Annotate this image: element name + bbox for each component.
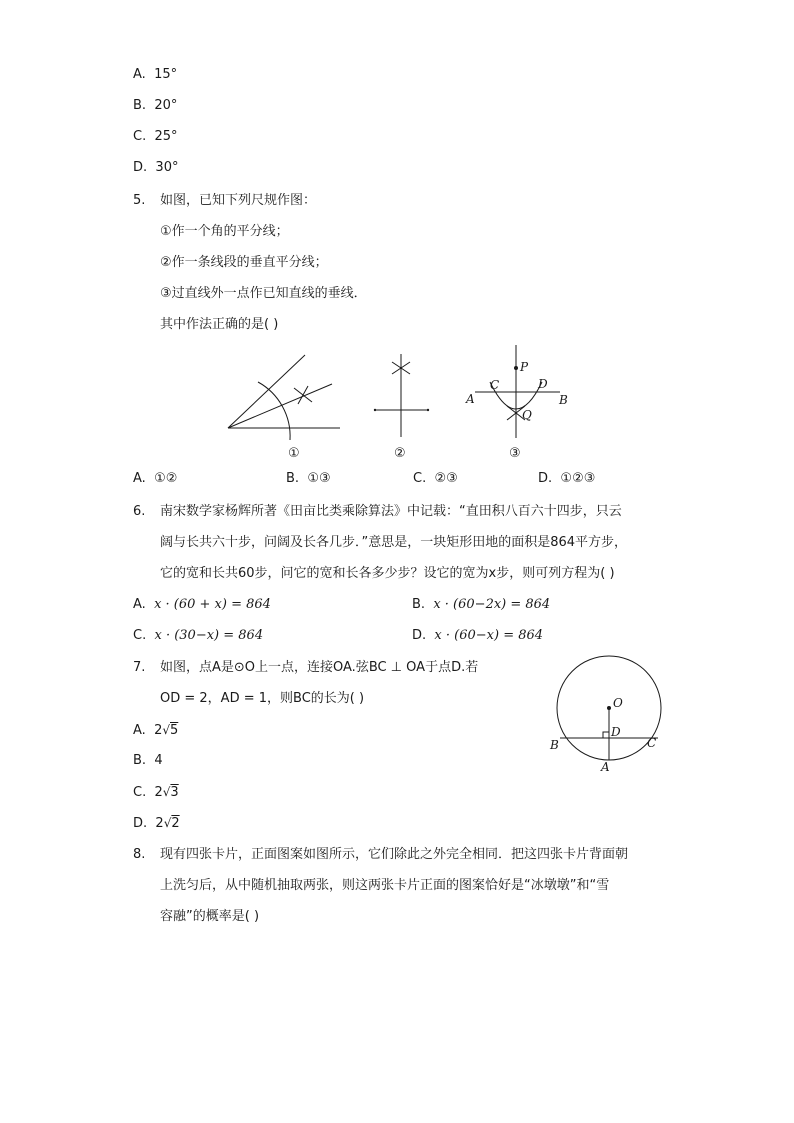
q6-line-2: 阔与长共六十步，问阔及长各几步．”意思是，一块矩形田地的面积是864平方步， — [160, 535, 628, 550]
q7-option-c: C. 2√3 — [133, 785, 179, 800]
q4-option-a: A. 15° — [133, 67, 178, 82]
q5-item-2: ②作一条线段的垂直平分线； — [160, 255, 328, 270]
q6-option-d: D. x · (60−x) = 864 — [412, 628, 544, 643]
fig3-label: ③ — [509, 446, 521, 461]
label-a: A — [466, 392, 475, 406]
q6-line-1: 南宋数学家杨辉所著《田亩比类乘除算法》中记载：“直田积八百六十四步，只云 — [160, 504, 622, 519]
label-a: A — [601, 760, 610, 774]
q5-item-3: ③过直线外一点作已知直线的垂线． — [160, 286, 367, 301]
label-c: C — [647, 736, 657, 750]
q8-line-2: 上洗匀后，从中随机抽取两张，则这两张卡片正面的图案恰好是“冰墩墩”和“雪 — [160, 878, 610, 893]
q5-option-c: C. ②③ — [413, 471, 458, 486]
label-d: D — [611, 725, 621, 739]
q6-number: 6. — [133, 504, 146, 519]
q6-option-a: A. x · (60 + x) = 864 — [133, 597, 271, 612]
q5-question: 其中作法正确的是( ) — [160, 317, 279, 332]
q5-option-a: A. ①② — [133, 471, 178, 486]
q7-option-a: A. 2√5 — [133, 723, 179, 738]
q7-number: 7. — [133, 660, 146, 675]
q5-item-1: ①作一个角的平分线； — [160, 224, 289, 239]
q5-number: 5. — [133, 193, 146, 208]
label-o: O — [613, 696, 623, 710]
perpendicular-bisector-figure — [375, 354, 428, 437]
q4-option-b: B. 20° — [133, 98, 178, 113]
label-c: C — [490, 378, 500, 392]
q5-option-b: B. ①③ — [286, 471, 331, 486]
q8-line-1: 现有四张卡片，正面图案如图所示，它们除此之外完全相同．把这四张卡片背面朝 — [160, 847, 629, 862]
q7-line-2: OD = 2，AD = 1，则BC的长为( ) — [160, 691, 365, 706]
label-b: B — [550, 738, 559, 752]
q7-option-b: B. 4 — [133, 753, 163, 768]
perpendicular-through-point-figure — [475, 345, 560, 438]
label-p: P — [520, 360, 529, 374]
label-d: D — [538, 377, 548, 391]
q6-option-b: B. x · (60−2x) = 864 — [412, 597, 551, 612]
label-q: Q — [522, 408, 532, 422]
q4-option-d: D. 30° — [133, 160, 179, 175]
q5-option-d: D. ①②③ — [538, 471, 596, 486]
fig1-label: ① — [288, 446, 300, 461]
q7-option-d: D. 2√2 — [133, 816, 180, 831]
q5-figures — [220, 340, 580, 465]
angle-bisector-figure — [228, 355, 340, 440]
fig2-label: ② — [394, 446, 406, 461]
q6-option-c: C. x · (30−x) = 864 — [133, 628, 264, 643]
q5-stem: 如图，已知下列尺规作图： — [160, 193, 317, 208]
label-b: B — [559, 393, 568, 407]
q7-circle-figure — [548, 650, 673, 778]
q6-line-3: 它的宽和长共60步，问它的宽和长各多少步？设它的宽为x步，则可列方程为( ) — [160, 566, 615, 581]
q7-line-1: 如图，点A是⊙O上一点，连接OA.弦BC ⊥ OA于点D.若 — [160, 660, 479, 675]
q4-option-c: C. 25° — [133, 129, 178, 144]
q8-number: 8. — [133, 847, 146, 862]
q8-line-3: 容融”的概率是( ) — [160, 909, 260, 924]
